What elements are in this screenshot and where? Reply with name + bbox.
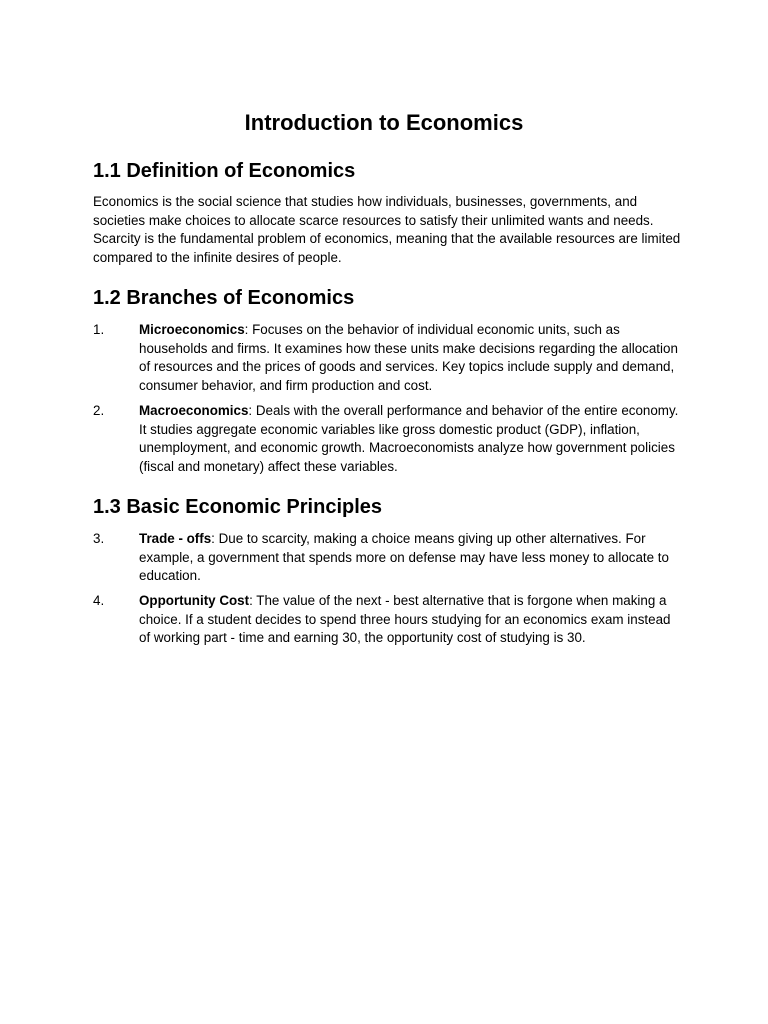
list-item-text: : The value of the next - best alternative that is forgone when making a choice. If a student decides to spend three hours studying for an economics exam instead of working part - time and earning 30, the opportunity cost of studying is 30. xyxy=(139,593,671,645)
list-item-body xyxy=(139,402,685,476)
list-item-text: : Deals with the overall performance and behavior of the entire economy. It studies aggregate economic variables like gross domestic product (GDP), inflation, unemployment, and economic growth. Macroeconomists analyze how government policies (fiscal and monetary) affect these variables. xyxy=(139,403,679,474)
term-microeconomics: Microeconomics xyxy=(139,322,245,337)
term-trade-offs: Trade - offs xyxy=(139,531,212,546)
list-number: 3. xyxy=(93,531,105,546)
definition-paragraph: Economics is the social science that studies how individuals, businesses, governments, and societies make choices to allocate scarce resources to satisfy their unlimited wants and needs. Scarcity is the fundamental problem of economics, meaning that the available resources are limited compared to the infinite desires of people. xyxy=(93,194,681,265)
section-heading-branches: 1.2 Branches of Economics xyxy=(93,287,355,309)
term-macroeconomics: Macroeconomics xyxy=(139,403,249,418)
list-item-body xyxy=(139,530,685,586)
list-item-text: : Focuses on the behavior of individual economic units, such as households and firms. It examines how these units make decisions regarding the allocation of resources and the prices of goods and services. Key topics include supply and demand, consumer behavior, and firm production and cost. xyxy=(139,322,678,393)
list-number: 2. xyxy=(93,403,105,418)
list-number: 1. xyxy=(93,322,105,337)
list-item-text: : Due to scarcity, making a choice means giving up other alternatives. For example, a government that spends more on defense may have less money to allocate to education. xyxy=(139,531,669,583)
document-title: Introduction to Economics xyxy=(244,110,524,135)
list-number: 4. xyxy=(93,593,105,608)
list-item-body xyxy=(139,321,685,395)
section-heading-principles: 1.3 Basic Economic Principles xyxy=(93,496,383,518)
list-item-body xyxy=(139,592,685,648)
section-heading-definition: 1.1 Definition of Economics xyxy=(93,160,356,182)
term-opportunity-cost: Opportunity Cost xyxy=(139,593,250,608)
